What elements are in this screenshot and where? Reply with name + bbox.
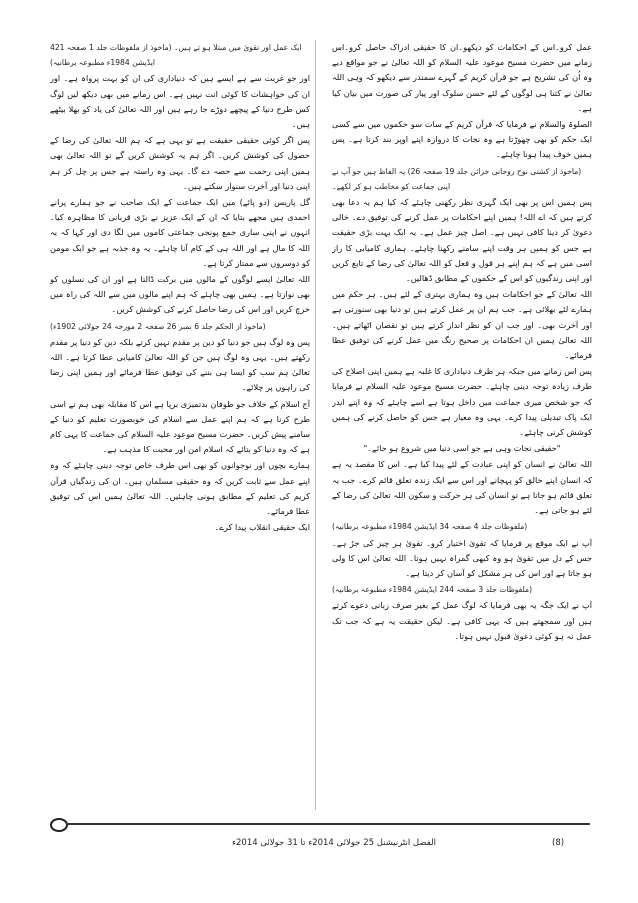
right-column xyxy=(332,40,592,810)
reference: (ملفوظات جلد 4 صفحہ 34 ایڈیشن 1984ء مطبوعہ برطانیہ) xyxy=(332,522,528,532)
bottom-rule-ornament xyxy=(50,818,590,830)
paragraph: پس اگر کوئی حقیقی حقیقت ہے تو یہی ہے کہ ہم اللہ تعالیٰ کی رضا کے حصول کی کوشش کریں۔ اگر ہم یہ کوشش کریں گے تو اللہ تعالیٰ بھی ہمیں اپنی رحمت سے حصہ دے گا۔ یہی وہ راستہ ہے جس پر چل کر ہم اپنی دنیا اور آخرت سنوار سکتے ہیں۔ xyxy=(50,135,310,191)
paragraph: آپ نے ایک موقع پر فرمایا کہ تقویٰ اختیار کرو۔ تقویٰ ہر چیز کی جڑ ہے۔ جس کے دل میں تقویٰ ہو وہ کبھی گمراہ نہیں ہوتا۔ اللہ تعالیٰ اس کا ولی ہو جاتا ہے اور اس کی ہر مشکل کو آسان کر دیتا ہے۔ xyxy=(332,537,592,578)
paragraph: پس ہمیں اس پر بھی ایک گہری نظر رکھنی چاہئے کہ کیا ہم یہ دعا بھی کرتے ہیں کہ اے اللہ! ہمیں اپنے احکامات پر عمل کرنے کی توفیق دے۔ خالی دعویٰ کر دینا کافی نہیں ہے۔ اصل چیز عمل ہے۔ یہ ایک بہت بڑی حقیقت ہے جس کو ہمیں ہر وقت اپنے سامنے رکھنا چاہئے۔ ہماری کامیابی کا راز اسی میں ہے کہ ہم اپنے ہر قول و فعل کو اللہ تعالیٰ کی رضا کے تابع کریں اور اپنی زندگیوں کو اس کے حکموں کے مطابق ڈھالیں۔ xyxy=(332,197,592,284)
paragraph: اللہ تعالیٰ کے جو احکامات ہیں وہ ہماری بہتری کے لئے ہیں۔ ہر حکم میں ہمارے لئے بھلائی ہے۔ جب ہم ان پر عمل کرتے ہیں تو دنیا بھی سنورتی ہے اور آخرت بھی۔ اور جب ان کو نظر انداز کرتے ہیں تو نقصان اٹھاتے ہیں۔ اللہ تعالیٰ ہمیں ان احکامات پر صحیح رنگ میں عمل کرنے کی توفیق عطا فرمائے۔ xyxy=(332,289,592,361)
issue-date-line: الفضل انٹرنیشنل 25 جولائی 2014ء تا 31 جولائی 2014ء xyxy=(232,838,436,848)
reference: (ملفوظات جلد 3 صفحہ 244 ایڈیشن 1984ء مطبوعہ برطانیہ) xyxy=(332,585,533,595)
quotation: "حقیقی نجات وہی ہے جو اسی دنیا میں شروع ہو جائے۔" xyxy=(363,443,561,454)
reference: (ماخوذ از کشتی نوح روحانی خزائن جلد 19 صفحہ 26) یہ الفاظ ہیں جو آپ نے اپنی جماعت کو مخاطب ہو کر لکھے۔ xyxy=(332,166,582,191)
reference: (ماخوذ از الحکم جلد 6 نمبر 26 صفحہ 2 مورخہ 24 جولائی 1902ء) xyxy=(50,321,266,331)
horizontal-rule xyxy=(68,823,590,825)
paragraph: پس وہ لوگ ہیں جو دنیا کو دین پر مقدم نہیں کرتے بلکہ دین کو دنیا پر مقدم رکھتے ہیں۔ یہی وہ لوگ ہیں جن کو اللہ تعالیٰ کامیابی عطا کرتا ہے۔ اللہ تعالیٰ ہم سب کو ایسا ہی بننے کی توفیق عطا فرمائے اور ہمیں اپنی رضا کی راہوں پر چلائے۔ xyxy=(50,336,310,393)
paragraph: ہمارے بچوں اور نوجوانوں کو بھی اس طرف خاص توجہ دینی چاہئے کہ وہ اپنے عمل سے ثابت کریں کہ وہ حقیقی مسلمان ہیں۔ ان کی زندگیاں قرآن کریم کی تعلیم کے مطابق ہونی چاہئیں۔ اللہ تعالیٰ ہمیں اس کی توفیق عطا فرمائے۔ xyxy=(50,460,310,517)
paragraph: عمل کرو۔اس کے احکامات کو دیکھو۔ان کا حقیقی ادراک حاصل کرو۔اس زمانے میں حضرت مسیح موعود علیہ السلام کو اللہ تعالیٰ نے جو مواقع دیے وہ اُن کی تشریح ہے جو قرآن کریم کے گہرے سمندر سے دیکھو کہ وہی اللہ تعالیٰ نے کتنا ہی لوگوں کے لئے حسن سلوک اور پیار کی صورت میں بیان کیا ہے۔ xyxy=(332,42,592,113)
paragraph: اور جو غربت سے ہے ایسے ہیں کہ دنیاداری کی ان کو بہت پرواہ ہے۔ اور ان کی خواہشات کا کوئی انت نہیں ہے۔ اس زمانے میں بھی دیکھ لیں لوگ کس طرح دنیا کے پیچھے دوڑے جا رہے ہیں اور اللہ تعالیٰ کی یاد کو بھلا بیٹھے ہیں۔ xyxy=(50,73,310,130)
left-column xyxy=(50,40,310,810)
column-divider xyxy=(315,40,316,810)
paragraph: اللہ تعالیٰ نے انسان کو اپنی عبادت کے لئے پیدا کیا ہے۔ اس کا مقصد یہ ہے کہ انسان اپنے خالق کو پہچانے اور اس سے ایک زندہ تعلق قائم کرے۔ جب یہ تعلق قائم ہو جاتا ہے تو انسان کی ہر حرکت و سکون اللہ تعالیٰ کی رضا کے لئے ہو جاتی ہے۔ xyxy=(332,459,592,516)
oval-ornament-icon xyxy=(50,818,68,832)
paragraph: اللہ تعالیٰ ایسے لوگوں کے مالوں میں برکت ڈالتا ہے اور ان کی نسلوں کو بھی نوازتا ہے۔ ہمیں بھی چاہئے کہ ہم اپنے مالوں میں سے اللہ کی راہ میں خرچ کریں اور اس کی رضا حاصل کرنے کی کوشش کریں۔ xyxy=(50,274,310,315)
paragraph: آج اسلام کے خلاف جو طوفان بدتمیزی برپا ہے اس کا مقابلہ بھی ہم نے اسی طرح کرنا ہے کہ ہم اپنے عمل سے اسلام کی خوبصورت تعلیم کو دنیا کے سامنے پیش کریں۔ حضرت مسیح موعود علیہ السلام کی جماعت کا یہی کام ہے کہ وہ دنیا کو بتائے کہ اسلام امن اور محبت کا مذہب ہے۔ xyxy=(50,398,310,455)
paragraph: آپ نے ایک جگہ یہ بھی فرمایا کہ لوگ عمل کے بغیر صرف زبانی دعوے کرتے ہیں اور سمجھتے ہیں کہ یہی کافی ہے۔ لیکن حقیقت یہ ہے کہ جب تک عمل نہ ہو کوئی دعویٰ قبول نہیں ہوتا۔ xyxy=(332,600,592,641)
paragraph: ایک حقیقی انقلاب پیدا کرے۔ xyxy=(214,522,310,533)
paragraph: پس اس زمانے میں جبکہ ہر طرف دنیاداری کا غلبہ ہے ہمیں اپنی اصلاح کی طرف زیادہ توجہ دینی چاہئے۔ حضرت مسیح موعود علیہ السلام نے فرمایا کہ جو شخص میری جماعت میں داخل ہوتا ہے اسے چاہئے کہ وہ اپنے اندر ایک پاک تبدیلی پیدا کرے۔ یہی وہ معیار ہے جس کو حاصل کرنے کی ہمیں کوشش کرنی چاہئے۔ xyxy=(332,366,592,438)
page-number: (8) xyxy=(552,838,565,848)
paragraph: الصلوۃ والسلام نے فرمایا کہ قرآن کریم کے سات سو حکموں میں سے کسی ایک حکم کو بھی چھوڑتا ہے وہ نجات کا دروازہ اپنے اوپر بند کرتا ہے۔ پس ہمیں خوف پیدا ہونا چاہئے۔ xyxy=(332,119,592,160)
reference: ایک عمل اور تقویٰ میں مبتلا ہو تے ہیں۔ (ماخوذ از ملفوظات جلد 1 صفحہ 421 ایڈیشن 1984ء مطبوعہ برطانیہ) xyxy=(50,43,302,68)
paragraph: گل پاریس (دو پائے) میں ایک جماعت کے ایک صاحب نے جو ہمارے پرانے احمدی ہیں مجھے بتایا کہ ان کے ایک عزیز نے بڑی قربانی کا مظاہرہ کیا۔ انہوں نے اپنی ساری جمع پونجی جماعتی کاموں میں لگا دی اور کہا کہ یہ اللہ کا مال ہے اور اللہ ہی کے کام آنا چاہئے۔ یہ وہ جذبہ ہے جو ایک مومن کو دوسروں سے ممتاز کرتا ہے۔ xyxy=(50,197,310,268)
